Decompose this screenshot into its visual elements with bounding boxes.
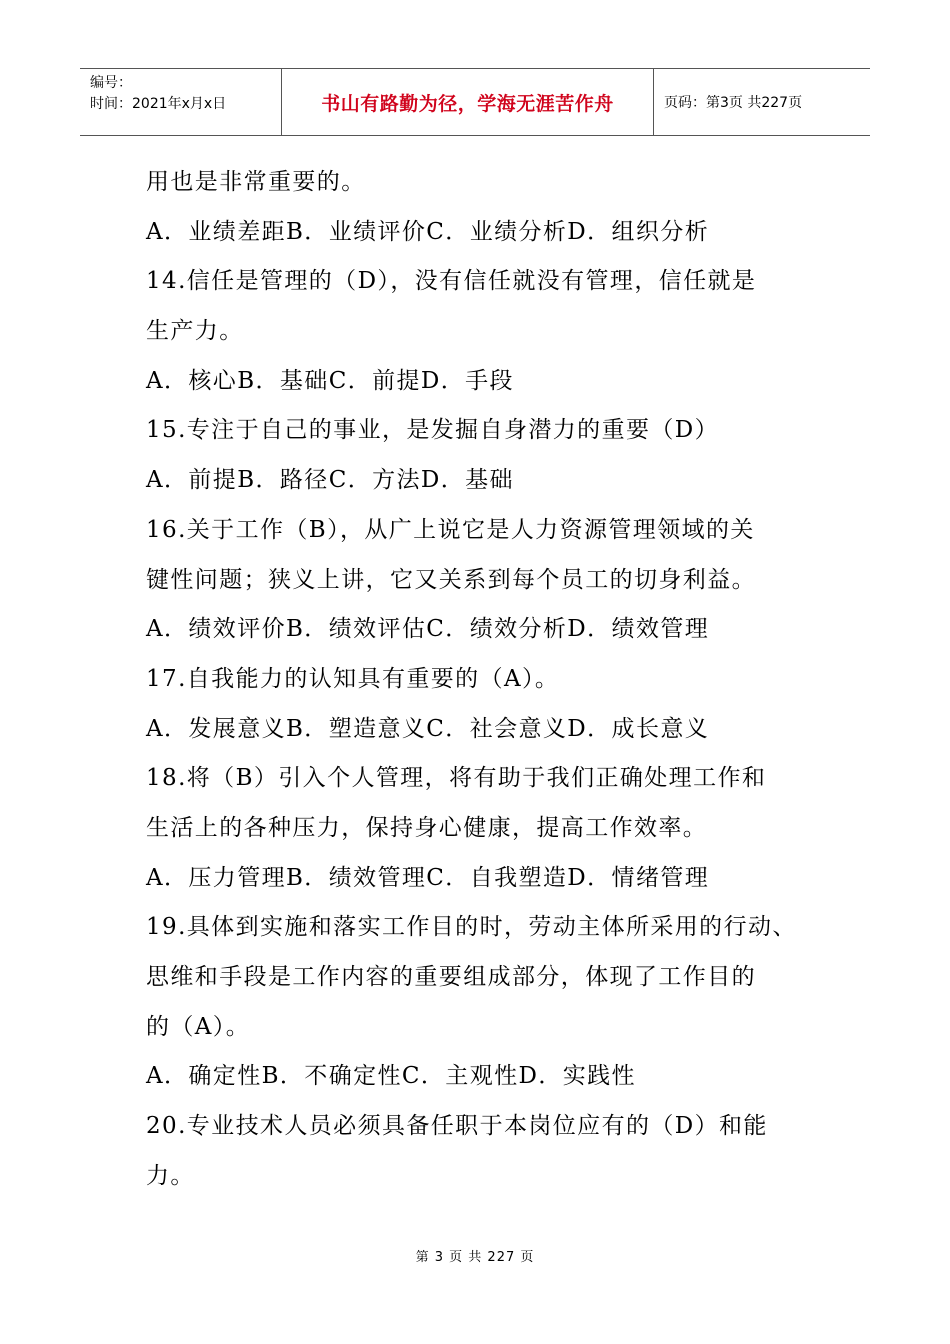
text-line: 力。 <box>146 1162 195 1189</box>
text-line: A．前提B．路径C．方法D．基础 <box>146 467 514 494</box>
text-line: A．业绩差距B．业绩评价C．业绩分析D．组织分析 <box>146 218 710 245</box>
header-meta <box>80 69 282 135</box>
text-line: 生活上的各种压力，保持身心健康，提高工作效率。 <box>146 814 708 841</box>
header-motto: 书山有路勤为径，学海无涯苦作舟 <box>282 69 654 135</box>
text-line: 20.专业技术人员必须具备任职于本岗位应有的（D）和能 <box>146 1113 768 1140</box>
text-line: 的（A）。 <box>146 1013 251 1040</box>
text-line: 生产力。 <box>146 318 244 345</box>
text-line: 键性问题；狭义上讲，它又关系到每个员工的切身利益。 <box>146 566 756 593</box>
text-line: 14.信任是管理的（D），没有信任就没有管理，信任就是 <box>146 268 757 295</box>
text-line: A．压力管理B．绩效管理C．自我塑造D．情绪管理 <box>146 864 710 891</box>
header-number-label: 编号： <box>90 75 132 91</box>
text-line: 16.关于工作（B），从广上说它是人力资源管理领域的关 <box>146 516 755 543</box>
text-line: 思维和手段是工作内容的重要组成部分，体现了工作目的 <box>146 964 756 990</box>
page-header <box>80 68 870 136</box>
text-line: A．核心B．基础C．前提D．手段 <box>146 367 514 394</box>
text-line: 17.自我能力的认知具有重要的（A）。 <box>146 665 560 692</box>
header-page-info: 页码：第3页 共227页 <box>664 95 803 111</box>
document-body <box>146 158 826 1201</box>
page-footer: 第 3 页 共 227 页 <box>415 1250 535 1265</box>
text-line: 18.将（B）引入个人管理，将有助于我们正确处理工作和 <box>146 765 767 792</box>
header-time-label: 时间：2021年x月x日 <box>90 96 227 112</box>
text-line: 19.具体到实施和落实工作目的时，劳动主体所采用的行动、 <box>146 914 797 941</box>
text-line: 用也是非常重要的。 <box>146 169 366 195</box>
text-line: A．确定性B．不确定性C．主观性D．实践性 <box>146 1063 636 1090</box>
text-line: 15.专注于自己的事业，是发掘自身潜力的重要（D） <box>146 417 720 444</box>
text-line: A．发展意义B．塑造意义C．社会意义D．成长意义 <box>146 715 710 742</box>
text-line: A．绩效评价B．绩效评估C．绩效分析D．绩效管理 <box>146 616 710 643</box>
